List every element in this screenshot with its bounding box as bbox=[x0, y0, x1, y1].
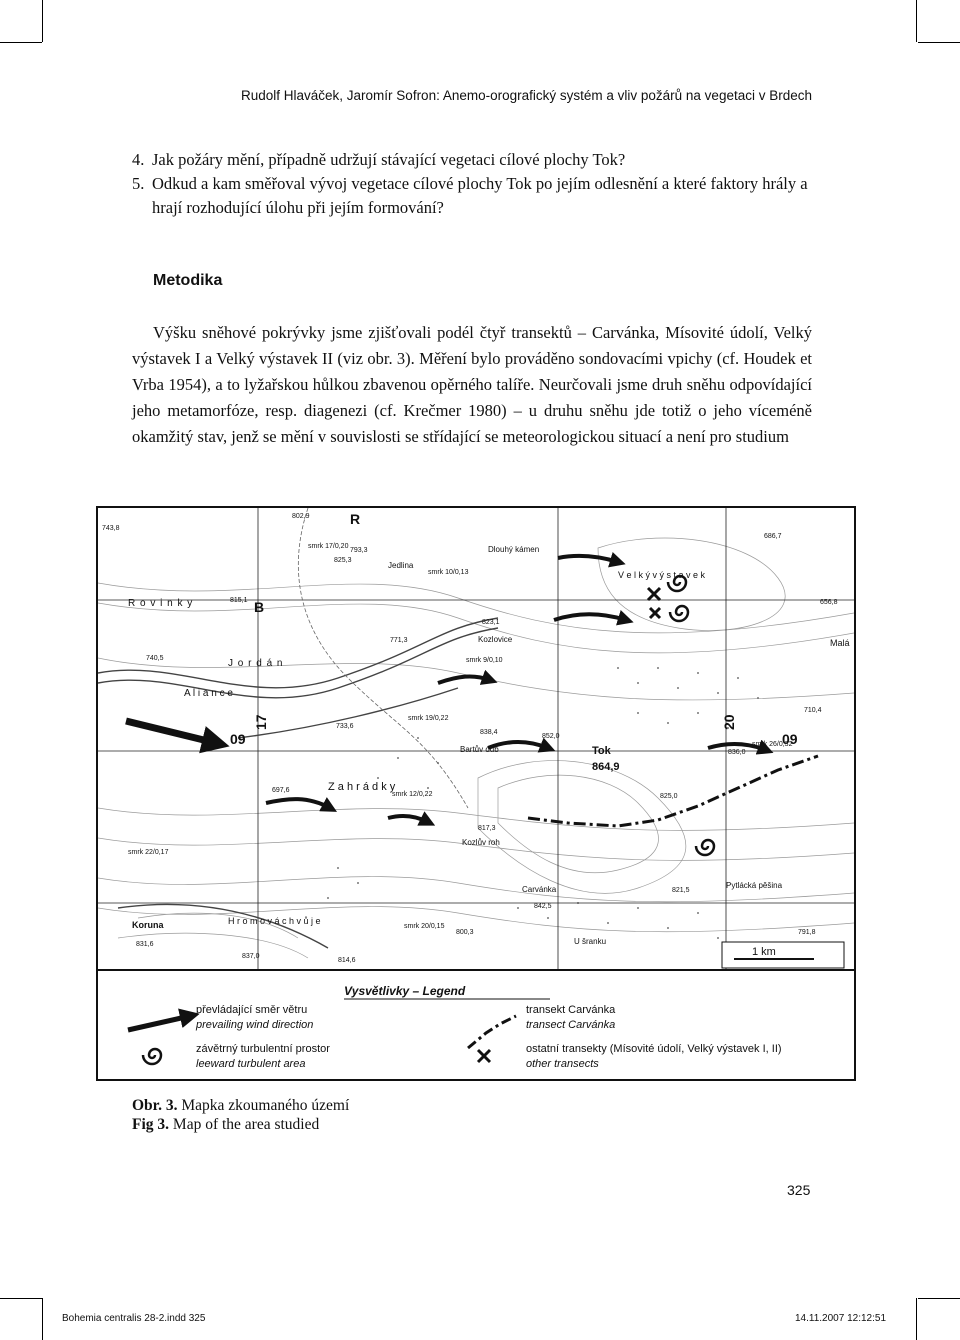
map-figure bbox=[96, 506, 856, 1081]
elevation-label: 802,9 bbox=[292, 513, 310, 520]
scale-label: 1 km bbox=[752, 946, 776, 958]
snow-measurement-label: smrk 20/0,15 bbox=[404, 923, 445, 930]
elevation-label: 710,4 bbox=[804, 707, 822, 714]
snow-measurement-label: smrk 9/0,10 bbox=[466, 657, 503, 664]
caption-cz-text: Mapka zkoumaného území bbox=[177, 1097, 350, 1114]
snow-measurement-label: smrk 12/0,22 bbox=[392, 791, 433, 798]
elevation-label: 836,0 bbox=[728, 749, 746, 756]
elevation-label: 815,1 bbox=[230, 597, 248, 604]
elevation-label: 814,6 bbox=[338, 957, 356, 964]
question-item bbox=[132, 172, 812, 220]
elevation-label: 740,5 bbox=[146, 655, 164, 662]
body-paragraph: Výšku sněhové pokrývky jsme zjišťovali podél čtyř transektů – Carvánka, Mísovité údolí, Velký výstavek I a Velký výstavek II (viz obr. 3). Měření bylo prováděno sondovacími vpichy (cf. Houdek et Vrba 1954), a to lyžařskou hůlkou zbavenou opěrného talíře. Neurčovali jsme druh sněhu odpovídající jeho metamorfóze, resp. diagenezi (cf. Krečmer 1980) – u druhu sněhu jde totiž o jeho víceméně okamžitý stav, jenž se mění v souvislosti se střídající se meteorologickou situací a není pro studium bbox=[132, 323, 812, 446]
elevation-label: 837,0 bbox=[242, 953, 260, 960]
place-label: Kozlovice bbox=[478, 635, 513, 644]
elevation-label: 791,8 bbox=[798, 929, 816, 936]
caption-cz-prefix: Obr. 3. bbox=[132, 1097, 178, 1114]
legend-label-cz: transekt Carvánka bbox=[526, 1004, 616, 1016]
place-label: Pytlácká pěšina bbox=[726, 881, 783, 890]
place-label: Tok bbox=[592, 745, 611, 757]
elevation-label: 793,3 bbox=[350, 547, 368, 554]
crop-mark bbox=[918, 42, 960, 43]
place-label: J o r d á n bbox=[228, 658, 284, 669]
crop-mark bbox=[916, 0, 917, 42]
other-transect-x-icon bbox=[648, 588, 660, 618]
elevation-label: 825,3 bbox=[334, 557, 352, 564]
elevation-label: 697,6 bbox=[272, 787, 290, 794]
slug-left: Bohemia centralis 28-2.indd 325 bbox=[62, 1313, 206, 1324]
legend-label-cz: ostatní transekty (Mísovité údolí, Velký výstavek I, II) bbox=[526, 1043, 782, 1055]
question-list bbox=[132, 148, 812, 220]
place-label: H r o m o v á c h v ů j e bbox=[228, 916, 321, 926]
legend-title: Vysvětlivky – Legend bbox=[344, 984, 466, 998]
legend-label-cz: převládající směr větru bbox=[196, 1004, 308, 1016]
legend-label-en: transect Carvánka bbox=[526, 1019, 616, 1031]
place-label: Bartův dub bbox=[460, 745, 499, 754]
crop-mark bbox=[0, 1298, 42, 1299]
place-label: A l i a n c e bbox=[184, 688, 233, 699]
place-label: V e l k ý v ý s t a v e k bbox=[618, 570, 706, 580]
legend-label-en: leeward turbulent area bbox=[196, 1058, 306, 1070]
question-number: 4. bbox=[132, 150, 145, 169]
grid-label: 09 bbox=[230, 731, 246, 747]
legend-label-cz: závětrný turbulentní prostor bbox=[196, 1043, 330, 1055]
place-label: U šranku bbox=[574, 937, 607, 946]
roads bbox=[98, 618, 498, 948]
legend-wind-arrow-icon bbox=[128, 1016, 190, 1030]
elevation-label: 842,5 bbox=[534, 903, 552, 910]
elevation-label: 823,1 bbox=[482, 619, 500, 626]
scale-bar bbox=[722, 942, 844, 968]
crop-mark bbox=[916, 1298, 917, 1340]
running-head: Rudolf Hlaváček, Jaromír Sofron: Anemo-orografický systém a vliv požárů na vegetaci v Brdech bbox=[241, 88, 812, 103]
snow-measurement-label: smrk 22/0,17 bbox=[128, 849, 169, 856]
place-label: Malá bbox=[830, 638, 850, 648]
place-label: Z a h r á d k y bbox=[328, 781, 396, 793]
place-label: Dlouhý kámen bbox=[488, 545, 540, 554]
crop-mark bbox=[42, 1298, 43, 1340]
caption-en bbox=[132, 1115, 349, 1134]
question-text: Jak požáry mění, případně udržují stávající vegetaci cílové plochy Tok? bbox=[152, 150, 626, 169]
snow-measurement-label: smrk 19/0,22 bbox=[408, 715, 449, 722]
question-text: Odkud a kam směřoval vývoj vegetace cílové plochy Tok po jejím odlesnění a které faktory hrály a hrají rozhodující úlohu při jejím formování? bbox=[152, 174, 808, 217]
caption-cz bbox=[132, 1096, 349, 1115]
elevation-label: 817,3 bbox=[478, 825, 496, 832]
elevation-label: 825,0 bbox=[660, 793, 678, 800]
elevation-label: 733,6 bbox=[336, 723, 354, 730]
caption-en-prefix: Fig 3. bbox=[132, 1116, 170, 1133]
section-heading: Metodika bbox=[153, 272, 223, 289]
place-label: R o v i n k y bbox=[128, 598, 194, 609]
elevation-label: 852,0 bbox=[542, 733, 560, 740]
elevation-label: 656,8 bbox=[820, 599, 838, 606]
figure-caption bbox=[132, 1096, 349, 1134]
legend-label-en: prevailing wind direction bbox=[196, 1019, 314, 1031]
place-label: Koruna bbox=[132, 920, 164, 930]
elevation-points bbox=[102, 513, 838, 964]
grid-label: 20 bbox=[721, 714, 737, 730]
legend-spiral-icon bbox=[143, 1049, 161, 1064]
elevation-label: 686,7 bbox=[764, 533, 782, 540]
peak-elevation: 864,9 bbox=[592, 761, 620, 773]
marker-label: B bbox=[254, 599, 265, 615]
place-label: Kozlův roh bbox=[462, 838, 500, 847]
snow-measurement-label: smrk 26/0,32 bbox=[752, 741, 793, 748]
marker-label: R bbox=[350, 511, 361, 527]
legend-label-en: other transects bbox=[526, 1058, 599, 1070]
crop-mark bbox=[0, 42, 42, 43]
question-number: 5. bbox=[132, 174, 145, 193]
snow-measurement-label: smrk 17/0,20 bbox=[308, 543, 349, 550]
place-label: Jedlina bbox=[388, 561, 414, 570]
elevation-label: 743,8 bbox=[102, 525, 120, 532]
transect-carvanka bbox=[528, 756, 818, 826]
slug-right: 14.11.2007 12:12:51 bbox=[795, 1313, 887, 1324]
crop-mark bbox=[42, 0, 43, 42]
caption-en-text: Map of the area studied bbox=[169, 1116, 320, 1133]
map-legend bbox=[128, 984, 782, 1070]
grid-label: 09 bbox=[782, 731, 798, 747]
crop-mark bbox=[918, 1298, 960, 1299]
elevation-label: 821,5 bbox=[672, 887, 690, 894]
legend-x-icon bbox=[478, 1050, 490, 1062]
page-number: 325 bbox=[787, 1182, 811, 1198]
elevation-label: 831,6 bbox=[136, 941, 154, 948]
elevation-label: 800,3 bbox=[456, 929, 474, 936]
grid-label: 17 bbox=[253, 714, 269, 730]
stream-line bbox=[298, 508, 468, 808]
place-label: Carvánka bbox=[522, 885, 557, 894]
study-area-map bbox=[98, 508, 854, 1079]
question-item bbox=[132, 148, 812, 172]
snow-measurement-label: smrk 10/0,13 bbox=[428, 569, 469, 576]
elevation-label: 838,4 bbox=[480, 729, 498, 736]
legend-transect-icon bbox=[468, 1016, 516, 1048]
snow-measurements bbox=[128, 543, 793, 930]
elevation-label: 771,3 bbox=[390, 637, 408, 644]
